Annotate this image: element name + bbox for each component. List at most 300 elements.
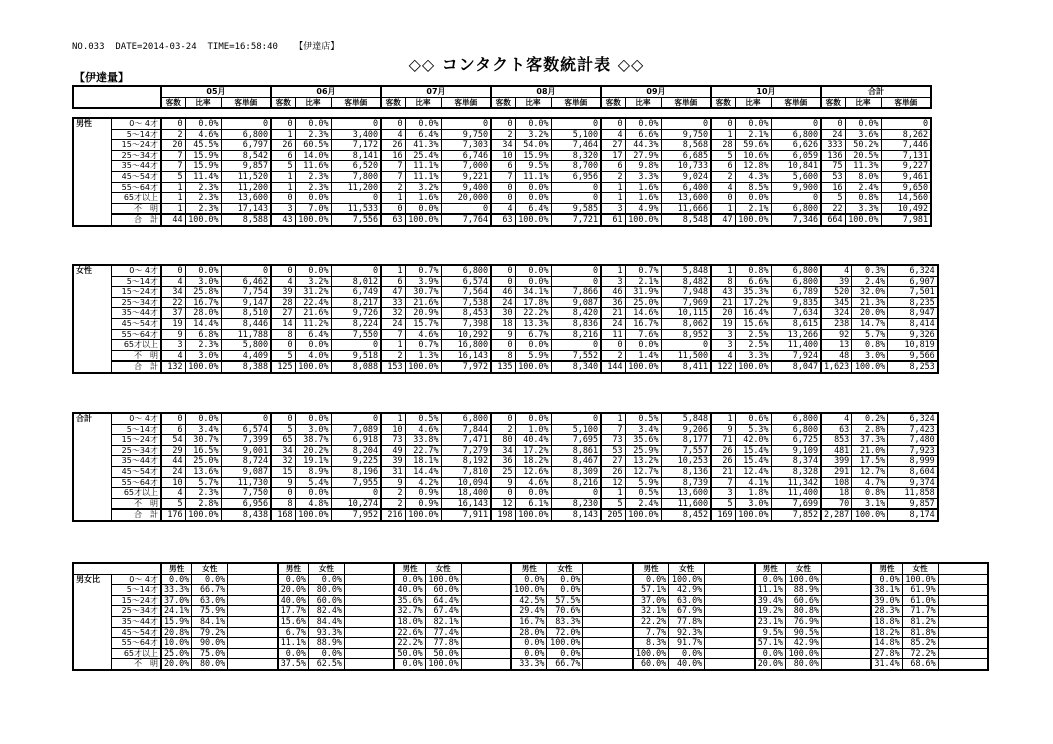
data-cell: 7,471 [441,435,491,446]
data-cell: 32 [381,308,405,319]
data-cell: 44.3% [625,140,661,151]
data-cell: 5,848 [661,413,711,424]
table-row [73,350,938,361]
data-cell: 5 [161,171,185,182]
ratio-gap [705,563,755,574]
ratio-row [73,595,988,606]
data-cell: 6.4% [295,329,331,340]
data-cell: 54.0% [515,140,551,151]
data-cell: 0 [221,265,271,276]
ratio-cell-female: 63.0% [192,595,228,606]
ratio-cell-male: 57.1% [633,585,669,596]
sub-header: 比率 [625,97,661,108]
data-cell: 8,420 [551,308,601,319]
report-title: ◇◇ コンタクト客数統計表 ◇◇ [408,55,645,74]
data-cell: 21 [711,466,735,477]
data-cell: 6,800 [771,129,821,140]
data-cell: 7,955 [331,477,381,488]
age-label: 65才以上 [111,648,161,659]
data-cell: 15.7% [405,318,441,329]
ratio-empty [583,574,633,585]
data-cell: 7,279 [441,445,491,456]
data-cell: 132 [161,361,185,373]
ratio-cell-male: 28.0% [511,627,547,638]
data-cell: 0.5% [625,488,661,499]
age-label: 35～44才 [111,308,161,319]
ratio-empty [344,648,394,659]
data-cell: 333 [821,140,845,151]
data-cell: 4.2% [405,477,441,488]
data-cell: 11,788 [221,329,271,340]
data-cell: 6,800 [771,265,821,276]
data-cell: 26 [601,466,625,477]
age-label: 25～34才 [111,297,161,308]
data-cell: 0.0% [515,413,551,424]
data-cell: 0.5% [625,413,661,424]
data-cell: 20.9% [405,308,441,319]
ratio-empty [228,616,278,627]
data-cell: 21.3% [852,297,888,308]
data-cell: 7,972 [441,361,491,373]
table-row [73,456,938,467]
data-cell: 9,326 [888,329,938,340]
data-cell: 17,143 [221,203,271,214]
data-cell: 7,634 [771,308,821,319]
table-row [73,466,938,477]
ratio-header-female: 女性 [425,563,461,574]
ratio-cell-male: 11.1% [278,638,309,649]
data-cell: 14.4% [185,318,221,329]
age-label: 不 明 [111,659,161,670]
data-cell: 9 [491,329,515,340]
data-cell: 4.6% [405,329,441,340]
data-cell: 25.4% [405,150,441,161]
data-cell: 8,136 [661,466,711,477]
data-cell: 0 [551,193,601,204]
ratio-cell-female: 84.1% [192,616,228,627]
data-cell: 11.2% [295,318,331,329]
age-label: 35～44才 [111,456,161,467]
ratio-empty [228,638,278,649]
data-cell: 2 [601,171,625,182]
age-label: 35～44才 [111,161,161,172]
data-cell: 8,388 [221,361,271,373]
data-cell: 8,235 [888,297,938,308]
ratio-label: 男女比 [73,574,111,670]
report-date: DATE=2014-03-24 [115,42,197,52]
data-cell: 0.8% [852,340,888,351]
ratio-header-female: 女性 [785,563,821,574]
data-cell: 16.7% [625,318,661,329]
table-row [73,193,931,204]
data-cell: 8,615 [771,318,821,329]
data-cell: 8,143 [551,509,601,521]
data-cell: 1.3% [405,350,441,361]
data-cell: 8.5% [735,182,771,193]
ratio-cell-male: 37.0% [633,595,669,606]
data-cell: 0.7% [405,265,441,276]
data-cell: 6,800 [441,265,491,276]
data-cell: 7,699 [771,498,821,509]
data-cell: 4 [491,203,515,214]
ratio-empty [938,627,988,638]
data-cell: 7,911 [441,509,491,521]
data-cell: 4.9% [625,203,661,214]
ratio-cell-male: 24.1% [161,606,192,617]
sub-header: 比率 [185,97,221,108]
ratio-empty [583,648,633,659]
data-cell: 0.8% [735,265,771,276]
age-label: 不 明 [111,350,161,361]
data-cell: 75 [821,161,845,172]
data-cell: 100.0% [295,214,331,226]
data-cell: 11 [601,329,625,340]
data-cell: 63 [821,424,852,435]
ratio-cell-female: 100.0% [425,574,461,585]
ratio-empty [344,606,394,617]
data-cell: 2 [711,171,735,182]
data-cell: 1.6% [625,182,661,193]
data-cell: 22.2% [515,308,551,319]
data-cell: 6 [271,150,295,161]
data-cell: 6,746 [441,150,491,161]
data-cell: 9,227 [881,161,931,172]
data-cell: 10 [381,424,405,435]
data-cell: 7,764 [441,214,491,226]
data-cell: 60.5% [295,140,331,151]
sub-header: 客単価 [551,97,601,108]
data-cell: 169 [711,509,735,521]
data-cell: 8 [271,498,295,509]
ratio-header-male: 男性 [394,563,425,574]
ratio-cell-male: 32.7% [394,606,425,617]
data-cell: 0.0% [515,182,551,193]
ratio-cell-female: 0.0% [547,574,583,585]
ratio-cell-female: 61.9% [902,585,938,596]
ratio-cell-male: 6.7% [278,627,309,638]
data-cell: 3.3% [735,350,771,361]
data-cell: 12 [601,477,625,488]
table-row [73,118,931,129]
data-cell: 9.5% [515,161,551,172]
data-cell: 12.7% [852,466,888,477]
data-cell: 26 [711,445,735,456]
data-cell: 6,800 [771,413,821,424]
age-label: 55～64才 [111,182,161,193]
data-cell: 664 [821,214,845,226]
data-cell: 11,600 [661,498,711,509]
data-cell: 37.3% [852,435,888,446]
data-cell: 6,956 [221,498,271,509]
data-cell: 30.7% [405,287,441,298]
ratio-row [73,638,988,649]
data-cell: 28.0% [185,308,221,319]
data-cell: 0 [491,413,515,424]
data-cell: 8,320 [551,150,601,161]
data-cell: 6,574 [441,276,491,287]
data-cell: 100.0% [295,509,331,521]
ratio-cell-female: 100.0% [425,659,461,670]
ratio-empty [821,648,871,659]
data-cell: 11.1% [515,171,551,182]
ratio-cell-female: 0.0% [308,648,344,659]
store-label: 【伊達量】 [74,71,129,84]
data-cell: 0 [491,488,515,499]
data-cell: 15.4% [735,456,771,467]
data-cell: 7,399 [221,435,271,446]
data-cell: 4 [821,265,852,276]
data-cell: 100.0% [185,361,221,373]
data-cell: 0 [381,203,405,214]
ratio-cell-male: 16.7% [511,616,547,627]
data-cell: 0 [601,118,625,129]
data-cell: 7,557 [661,445,711,456]
data-cell: 6.4% [515,203,551,214]
month-header: 合計 [821,86,931,97]
ratio-cell-male: 33.3% [511,659,547,670]
data-cell: 11,400 [771,340,821,351]
data-cell: 7 [381,329,405,340]
ratio-empty [228,606,278,617]
ratio-cell-male: 100.0% [511,585,547,596]
data-cell: 11,200 [331,182,381,193]
data-cell: 4.1% [735,477,771,488]
data-cell: 0 [551,118,601,129]
ratio-cell-female: 88.9% [308,638,344,649]
data-cell: 1 [271,129,295,140]
data-cell: 42.0% [735,435,771,446]
data-cell: 18,400 [441,488,491,499]
data-cell: 291 [821,466,852,477]
ratio-cell-male: 0.0% [511,648,547,659]
data-cell: 5 [711,150,735,161]
data-cell: 135 [491,361,515,373]
data-cell: 0 [331,488,381,499]
data-cell: 9,461 [881,171,931,182]
ratio-gap [344,563,394,574]
data-cell: 20.5% [845,150,881,161]
data-cell: 4.7% [852,477,888,488]
ratio-cell-female: 93.3% [308,627,344,638]
ratio-cell-male: 18.0% [394,616,425,627]
age-label: 65才以上 [111,488,161,499]
data-cell: 0 [491,340,515,351]
ratio-empty [228,574,278,585]
data-cell: 16.4% [735,308,771,319]
ratio-cell-female: 80.0% [308,585,344,596]
ratio-empty [705,659,755,670]
data-cell: 28 [271,297,295,308]
data-cell: 2 [491,129,515,140]
ratio-empty [821,585,871,596]
data-cell: 11,533 [331,203,381,214]
data-cell: 7,800 [331,171,381,182]
ratio-cell-male: 15.6% [278,616,309,627]
ratio-cell-female: 80.8% [785,606,821,617]
data-cell: 0.2% [852,413,888,424]
ratio-cell-female: 77.4% [425,627,461,638]
data-cell: 0 [771,193,821,204]
header-blank [73,86,161,108]
sub-header: 客単価 [661,97,711,108]
ratio-cell-male: 7.7% [633,627,669,638]
data-cell: 11,520 [221,171,271,182]
data-cell: 1 [711,413,735,424]
ratio-gap [461,563,511,574]
data-cell: 1.0% [515,424,551,435]
data-cell: 10,492 [881,203,931,214]
section-label: 女性 [73,265,111,373]
data-cell: 8,952 [661,329,711,340]
data-cell: 0.0% [295,413,331,424]
ratio-empty [461,595,511,606]
data-cell: 0.7% [405,340,441,351]
data-cell: 0 [441,203,491,214]
data-cell: 8 [271,329,295,340]
ratio-empty [228,627,278,638]
ratio-row [73,616,988,627]
data-cell: 0.9% [405,498,441,509]
data-cell: 100.0% [735,214,771,226]
data-cell: 0 [271,340,295,351]
data-cell: 8,309 [551,466,601,477]
data-cell: 4 [601,129,625,140]
ratio-gap [228,563,278,574]
ratio-cell-female: 81.2% [902,616,938,627]
ratio-empty [344,627,394,638]
data-cell: 2 [161,129,185,140]
data-cell: 3.0% [185,276,221,287]
data-cell: 36 [601,297,625,308]
data-cell: 100.0% [852,509,888,521]
data-cell: 22.7% [405,445,441,456]
sub-header: 客数 [381,97,405,108]
data-cell: 7,969 [661,297,711,308]
age-label: 0～ 4才 [111,574,161,585]
table-row [73,435,938,446]
ratio-cell-male: 20.0% [278,585,309,596]
age-label: 55～64才 [111,638,161,649]
data-cell: 6,059 [771,150,821,161]
data-cell: 20.2% [295,445,331,456]
data-cell: 8,414 [888,318,938,329]
data-cell: 8,724 [221,456,271,467]
sub-header: 客数 [271,97,295,108]
data-cell: 6,956 [551,171,601,182]
data-cell: 9,087 [551,297,601,308]
data-cell: 0.0% [735,193,771,204]
data-cell: 6,800 [771,203,821,214]
data-cell: 31.2% [295,287,331,298]
ratio-empty [938,595,988,606]
ratio-cell-female: 91.7% [669,638,705,649]
ratio-header-female: 女性 [547,563,583,574]
data-cell: 17 [601,150,625,161]
data-cell: 10,274 [331,498,381,509]
data-cell: 11,500 [661,350,711,361]
table-row [73,318,938,329]
ratio-cell-male: 38.1% [871,585,902,596]
table-row [73,424,938,435]
data-cell: 0.0% [405,118,441,129]
data-cell: 6.6% [735,276,771,287]
data-cell: 1 [161,182,185,193]
data-cell: 7 [711,477,735,488]
data-cell: 7,464 [551,140,601,151]
data-cell: 34.1% [515,287,551,298]
ratio-cell-female: 0.0% [192,574,228,585]
data-cell: 3.1% [852,498,888,509]
ratio-empty [344,595,394,606]
report-number: NO.033 [72,42,105,52]
data-cell: 2 [491,424,515,435]
data-cell: 853 [821,435,852,446]
data-cell: 6.4% [405,129,441,140]
ratio-cell-female: 0.0% [308,574,344,585]
ratio-cell-male: 20.0% [755,659,786,670]
data-cell: 2 [601,350,625,361]
data-cell: 15.4% [735,445,771,456]
age-label: 25～34才 [111,150,161,161]
data-cell: 10,292 [441,329,491,340]
data-cell: 7,810 [441,466,491,477]
ratio-empty [583,659,633,670]
table-row [73,171,931,182]
data-cell: 17.2% [515,445,551,456]
age-label: 不 明 [111,203,161,214]
data-cell: 1 [711,265,735,276]
data-cell: 7,089 [331,424,381,435]
data-cell: 39 [821,276,852,287]
ratio-cell-female: 100.0% [785,648,821,659]
data-cell: 0 [711,118,735,129]
data-cell: 125 [271,361,295,373]
data-cell: 0 [271,265,295,276]
data-cell: 16.5% [185,445,221,456]
data-cell: 7,564 [441,287,491,298]
data-cell: 9,566 [888,350,938,361]
data-cell: 13.6% [185,466,221,477]
data-cell: 7 [601,424,625,435]
data-cell: 31 [381,466,405,477]
data-cell: 24 [381,318,405,329]
ratio-cell-female: 72.0% [547,627,583,638]
data-cell: 7,398 [441,318,491,329]
data-cell: 6,800 [441,413,491,424]
ratio-empty [583,616,633,627]
data-cell: 8,700 [551,161,601,172]
ratio-cell-male: 9.5% [755,627,786,638]
data-cell: 0 [491,193,515,204]
table-row [73,340,938,351]
data-cell: 136 [821,150,845,161]
age-label: 15～24才 [111,595,161,606]
report-store: 【伊達店】 [294,42,340,52]
ratio-cell-male: 0.0% [394,659,425,670]
data-cell: 11.6% [295,161,331,172]
data-cell: 0 [331,118,381,129]
data-cell: 9,147 [221,297,271,308]
data-cell: 0 [331,413,381,424]
data-cell: 2.3% [185,340,221,351]
data-cell: 3 [711,340,735,351]
data-cell: 11,666 [661,203,711,214]
data-cell: 9,400 [441,182,491,193]
data-cell: 8,196 [331,466,381,477]
ratio-empty [821,606,871,617]
ratio-cell-female: 90.5% [785,627,821,638]
data-cell: 3.0% [185,350,221,361]
